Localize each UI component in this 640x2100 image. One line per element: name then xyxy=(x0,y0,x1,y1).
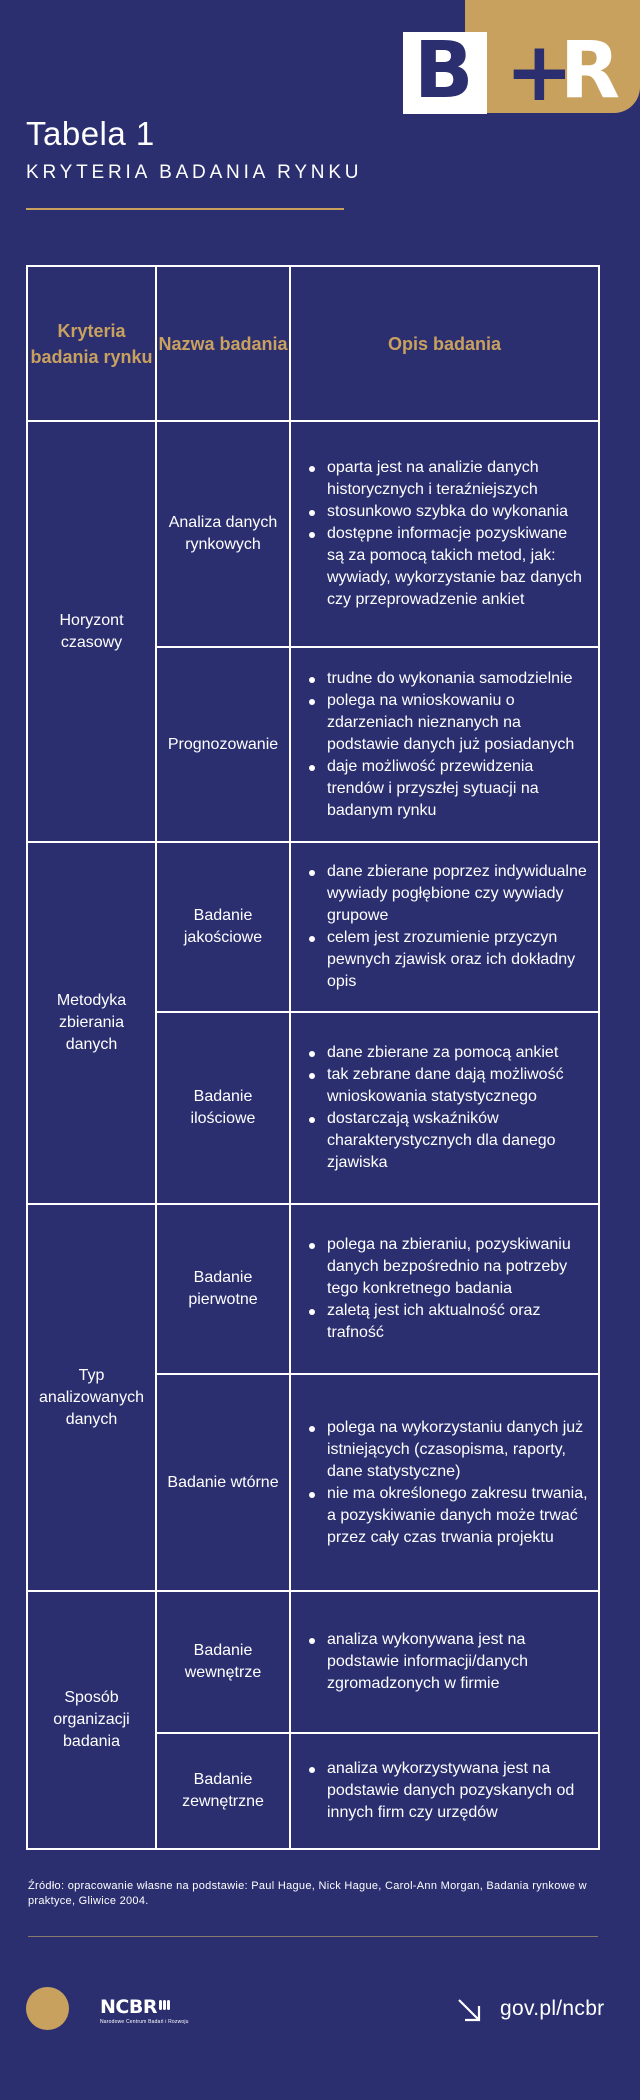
description-list xyxy=(305,861,588,993)
list-item: analiza wykorzystywana jest na podstawie danych pozyskanych od innych firm czy urzędów xyxy=(305,1758,588,1824)
logo-letter-b: B xyxy=(414,26,474,116)
list-item: trudne do wykonania samodzielnie xyxy=(305,668,588,690)
gov-link[interactable]: gov.pl/ncbr xyxy=(500,1997,605,2020)
criterion-cell: Typ analizowanych danych xyxy=(27,1204,156,1591)
list-item: zaletą jest ich aktualność oraz trafność xyxy=(305,1300,588,1344)
study-name-cell: Analiza danych rynkowych xyxy=(156,421,290,647)
study-name-cell: Badanie jakościowe xyxy=(156,842,290,1012)
footer-divider xyxy=(28,1936,598,1937)
criterion-cell: Metodyka zbierania danych xyxy=(27,842,156,1204)
criterion-cell: Horyzont czasowy xyxy=(27,421,156,842)
header-name: Nazwa badania xyxy=(156,266,290,421)
source-note: Źródło: opracowanie własne na podstawie: Paul Hague, Nick Hague, Carol-Ann Morgan, Badania rynkowe w praktyce, Gliwice 2004. xyxy=(28,1880,587,1907)
study-name-cell: Badanie wewnętrze xyxy=(156,1591,290,1733)
description-list xyxy=(305,1042,588,1174)
page-subtitle: KRYTERIA BADANIA RYNKU xyxy=(26,162,363,183)
header-description: Opis badania xyxy=(290,266,599,421)
list-item: dostarczają wskaźników charakterystycznych dla danego zjawiska xyxy=(305,1108,588,1174)
list-item: polega na zbieraniu, pozyskiwaniu danych bezpośrednio na potrzeby tego konkretnego badania xyxy=(305,1234,588,1300)
list-item: dane zbierane poprzez indywidualne wywiady pogłębione czy wywiady grupowe xyxy=(305,861,588,927)
list-item: daje możliwość przewidzenia trendów i przyszłej sytuacji na badanym rynku xyxy=(305,756,588,822)
criterion-cell: Sposób organizacji badania xyxy=(27,1591,156,1849)
logo-plus: + xyxy=(505,25,574,120)
description-list xyxy=(305,1234,588,1344)
study-name-cell: Badanie wtórne xyxy=(156,1374,290,1591)
description-cell xyxy=(290,647,599,842)
description-list xyxy=(305,1417,588,1549)
header-criteria: Kryteria badania rynku xyxy=(27,266,156,421)
page-title: Tabela 1 xyxy=(26,115,155,152)
description-list xyxy=(305,1629,588,1695)
description-cell xyxy=(290,1733,599,1849)
list-item: stosunkowo szybka do wykonania xyxy=(305,501,588,523)
ncbr-bars-icon xyxy=(159,1997,171,2015)
description-cell xyxy=(290,1374,599,1591)
ncbr-name: NCBR xyxy=(100,1996,157,2018)
list-item: celem jest zrozumienie przyczyn pewnych zjawisk oraz ich dokładny opis xyxy=(305,927,588,993)
list-item: analiza wykonywana jest na podstawie informacji/danych zgromadzonych w firmie xyxy=(305,1629,588,1695)
list-item: dostępne informacje pozyskiwane są za pomocą takich metod, jak: wywiady, wykorzystanie baz danych czy przeprowadzenie ankiet xyxy=(305,523,588,611)
brand-logo xyxy=(380,0,640,120)
table-row xyxy=(27,1591,599,1733)
table-row xyxy=(27,1204,599,1374)
list-item: dane zbierane za pomocą ankiet xyxy=(305,1042,588,1064)
list-item: nie ma określonego zakresu trwania, a pozyskiwanie danych może trwać przez cały czas trwania projektu xyxy=(305,1483,588,1549)
description-cell xyxy=(290,1591,599,1733)
ncbr-subtitle: Narodowe Centrum Badań i Rozwoju xyxy=(100,2019,189,2025)
arrow-down-right-icon[interactable] xyxy=(456,1997,482,2023)
header-divider xyxy=(26,208,344,210)
list-item: polega na wykorzystaniu danych już istniejących (czasopisma, raporty, dane statystyczne) xyxy=(305,1417,588,1483)
study-name-cell: Badanie pierwotne xyxy=(156,1204,290,1374)
table-header-row xyxy=(27,266,599,421)
study-name-cell: Prognozowanie xyxy=(156,647,290,842)
list-item: polega na wnioskowaniu o zdarzeniach nieznanych na podstawie danych już posiadanych xyxy=(305,690,588,756)
table-row xyxy=(27,842,599,1012)
study-name-cell: Badanie zewnętrzne xyxy=(156,1733,290,1849)
description-list xyxy=(305,1758,588,1824)
study-name-cell: Badanie ilościowe xyxy=(156,1012,290,1204)
criteria-table xyxy=(26,265,600,1850)
list-item: tak zebrane dane dają możliwość wnioskowania statystycznego xyxy=(305,1064,588,1108)
logo-letter-r: R xyxy=(560,26,621,116)
gold-circle-icon xyxy=(26,1987,69,2030)
ncbr-logo[interactable] xyxy=(100,1996,189,2025)
description-cell xyxy=(290,1012,599,1204)
list-item: oparta jest na analizie danych historycznych i teraźniejszych xyxy=(305,457,588,501)
description-cell xyxy=(290,1204,599,1374)
description-cell xyxy=(290,842,599,1012)
description-list xyxy=(305,668,588,822)
description-cell xyxy=(290,421,599,647)
table-row xyxy=(27,421,599,647)
description-list xyxy=(305,457,588,611)
